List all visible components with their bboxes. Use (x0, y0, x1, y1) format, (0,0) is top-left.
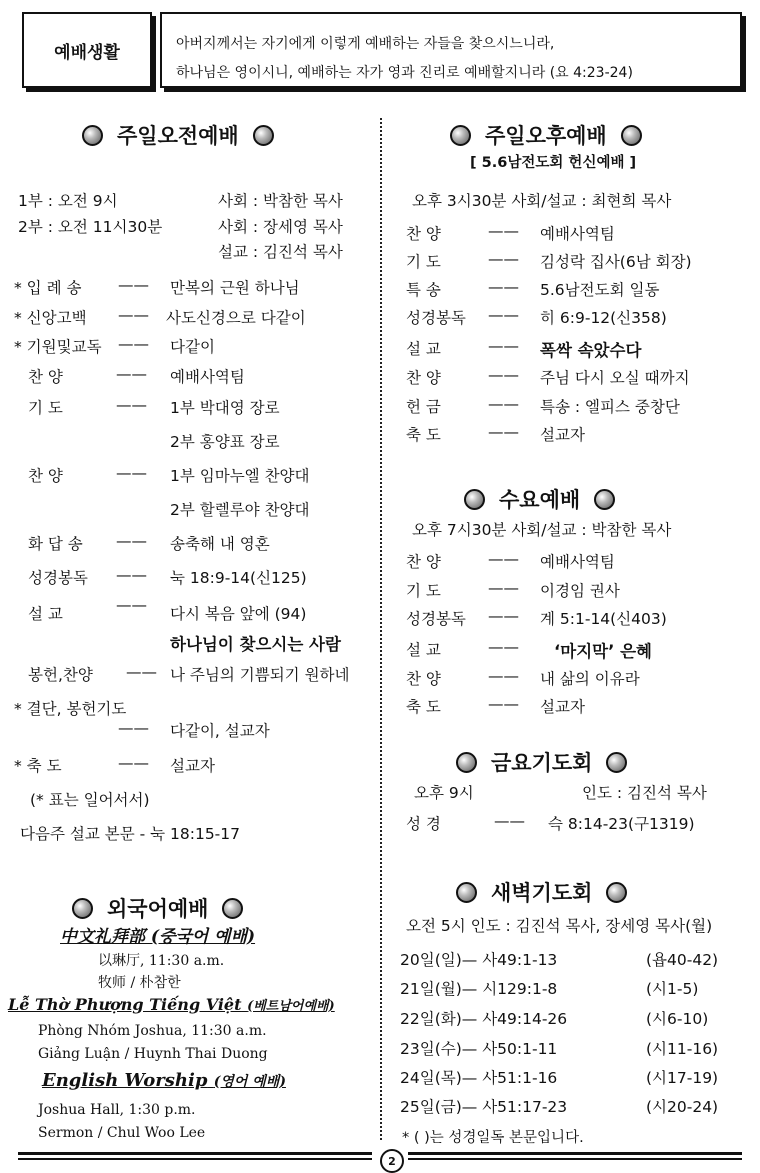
bullet-ball-icon (621, 125, 642, 146)
vietnamese-service-title: Lễ Thờ Phượng Tiếng Việt (베트남어예배) (8, 995, 335, 1014)
bullet-ball-icon (594, 489, 615, 510)
column-divider (380, 118, 382, 1140)
bullet-ball-icon (253, 125, 274, 146)
dawn-prayer-title: 새벽기도회 (442, 877, 641, 907)
wednesday-sermon-title: ‘마지막’ 은혜 (554, 642, 652, 661)
section-label-box (22, 12, 152, 88)
friday-time: 오후 9시 (414, 784, 474, 802)
next-sermon-text: 다음주 설교 본문 - 눅 18:15-17 (20, 825, 240, 843)
morning-second-service-time: 2부 : 오전 11시30분 (18, 218, 163, 236)
english-service-place: Joshua Hall, 1:30 p.m. (38, 1102, 196, 1118)
page-number: 2 (380, 1149, 404, 1173)
morning-second-service-leader: 사회 : 장세영 목사 (218, 218, 343, 236)
chinese-service-title: 中文礼拜部 (중국어 예배) (60, 927, 256, 947)
standing-note: (* 표는 일어서서) (30, 791, 150, 809)
morning-first-service-leader: 사회 : 박참한 목사 (218, 192, 343, 210)
bullet-ball-icon (72, 898, 93, 919)
bullet-ball-icon (464, 489, 485, 510)
morning-first-service-time: 1부 : 오전 9시 (18, 192, 118, 210)
english-service-sermon: Sermon / Chul Woo Lee (38, 1125, 206, 1141)
bullet-ball-icon (606, 882, 627, 903)
vietnamese-service-speaker: Giảng Luận / Huynh Thai Duong (38, 1046, 268, 1062)
afternoon-sermon-title: 폭싹 속았수다 (540, 341, 642, 360)
vietnamese-service-place: Phòng Nhóm Joshua, 11:30 a.m. (38, 1023, 267, 1039)
list-item: * 결단, 봉헌기도 (14, 700, 127, 718)
list-item: 2부 할렐루야 찬양대 (170, 501, 310, 519)
foreign-service-title: 외국어예배 (58, 893, 257, 923)
chinese-service-pastor: 牧师 / 朴참한 (98, 975, 181, 991)
afternoon-service-title: 주일오후예배 (436, 120, 656, 150)
bullet-ball-icon (82, 125, 103, 146)
footer-rule-left (18, 1152, 372, 1160)
wednesday-time-leader: 오후 7시30분 사회/설교 : 박참한 목사 (412, 521, 672, 539)
afternoon-service-subtitle: [ 5.6남전도회 헌신예배 ] (470, 155, 637, 171)
bullet-ball-icon (456, 752, 477, 773)
bullet-ball-icon (222, 898, 243, 919)
morning-service-title: 주일오전예배 (68, 120, 288, 150)
scripture-verse-box (160, 12, 742, 88)
verse-line-1: 아버지께서는 자기에게 이렇게 예배하는 자들을 찾으시느니라, (176, 36, 555, 52)
chinese-service-place: 以琳厅, 11:30 a.m. (98, 953, 225, 969)
morning-sermon-title: 하나님이 찾으시는 사람 (170, 635, 341, 654)
dawn-reading-note: * ( )는 성경일독 본문입니다. (402, 1130, 584, 1146)
friday-leader: 인도 : 김진석 목사 (582, 784, 707, 802)
english-service-title: English Worship (영어 예배) (42, 1070, 286, 1091)
wednesday-service-title: 수요예배 (450, 484, 629, 514)
verse-line-2: 하나님은 영이시니, 예배하는 자가 영과 진리로 예배할지니라 (요 4:23-24) (176, 65, 633, 81)
bullet-ball-icon (606, 752, 627, 773)
friday-prayer-title: 금요기도회 (442, 747, 641, 777)
morning-preacher: 설교 : 김진석 목사 (218, 243, 343, 261)
dawn-time-leader: 오전 5시 인도 : 김진석 목사, 장세영 목사(월) (406, 917, 713, 935)
afternoon-time-leader: 오후 3시30분 사회/설교 : 최현희 목사 (412, 192, 672, 210)
section-label: 예배생활 (54, 42, 120, 63)
bullet-ball-icon (450, 125, 471, 146)
footer-rule-right (408, 1152, 742, 1160)
bullet-ball-icon (456, 882, 477, 903)
list-item: 2부 홍양표 장로 (170, 433, 280, 451)
